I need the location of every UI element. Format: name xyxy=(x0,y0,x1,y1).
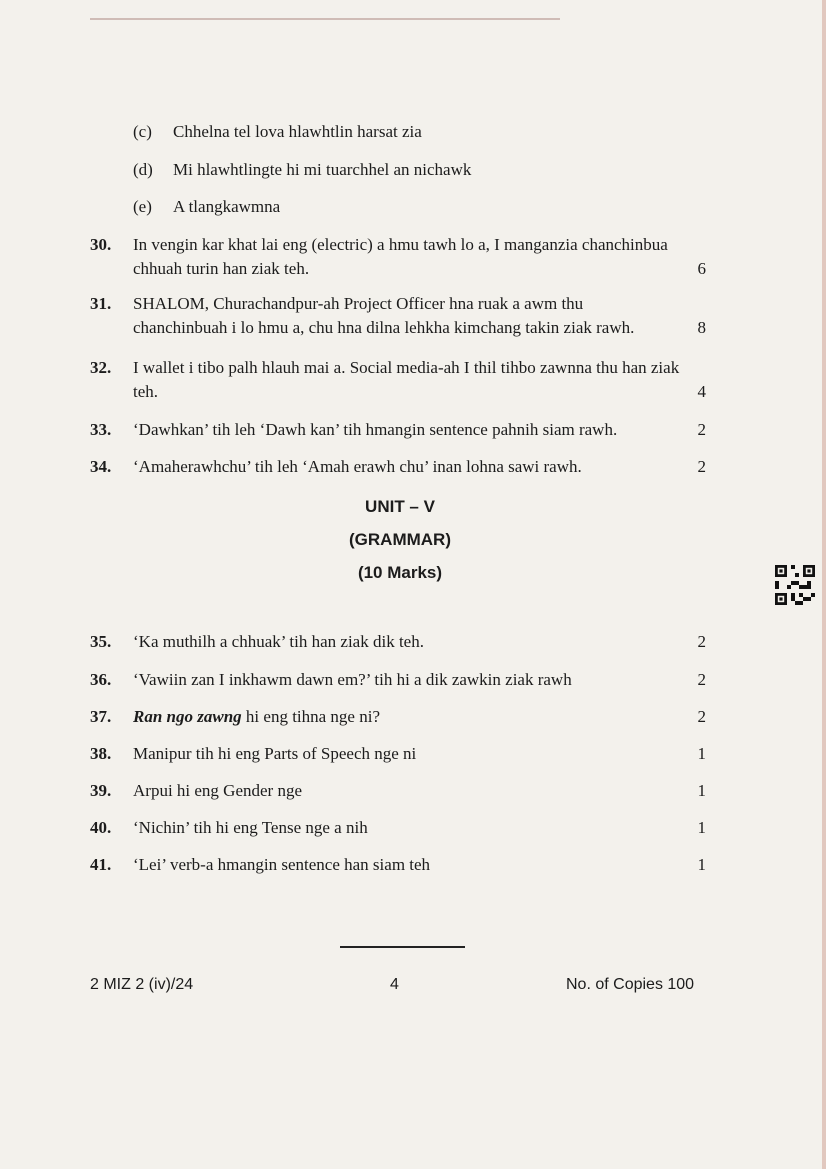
question-marks: 1 xyxy=(697,818,706,837)
question-number: 39. xyxy=(90,781,112,800)
question-marks: 2 xyxy=(697,457,706,476)
question-text: ‘Ka muthilh a chhuak’ tih han ziak dik teh. xyxy=(133,632,424,651)
question-text: ‘Amaherawhchu’ tih leh ‘Amah erawh chu’ inan lohna sawi rawh. xyxy=(133,457,582,476)
question-item xyxy=(90,455,710,479)
question-number: 31. xyxy=(90,294,112,313)
question-text: SHALOM, Churachandpur-ah Project Officer hna ruak a awm thu chanchinbuah i lo hmu a, chu hna dilna lehkha kimchang takin ziak rawh. xyxy=(133,294,635,337)
question-item xyxy=(90,853,710,877)
question-number: 41. xyxy=(90,855,112,874)
question-marks: 2 xyxy=(697,632,706,651)
question-item xyxy=(90,292,710,340)
option-text: Mi hlawhtlingte hi mi tuarchhel an nichawk xyxy=(173,160,472,179)
question-number: 40. xyxy=(90,818,112,837)
question-marks: 4 xyxy=(697,382,706,401)
question-marks: 2 xyxy=(697,707,706,726)
option-item xyxy=(133,160,471,180)
option-label: (e) xyxy=(133,197,152,216)
option-text: A tlangkawmna xyxy=(173,197,281,216)
question-marks: 1 xyxy=(697,781,706,800)
question-text: ‘Nichin’ tih hi eng Tense nge a nih xyxy=(133,818,368,837)
question-item xyxy=(90,816,710,840)
question-marks: 6 xyxy=(697,259,706,278)
question-text: ‘Vawiin zan I inkhawm dawn em?’ tih hi a dik zawkin ziak rawh xyxy=(133,670,572,689)
end-rule xyxy=(340,946,465,948)
option-label: (d) xyxy=(133,160,153,179)
question-marks: 1 xyxy=(697,855,706,874)
qr-code-icon xyxy=(775,565,815,605)
question-number: 37. xyxy=(90,707,112,726)
question-item xyxy=(90,742,710,766)
question-text: Manipur tih hi eng Parts of Speech nge ni xyxy=(133,744,417,763)
question-text-emphasis: Ran ngo zawng xyxy=(133,707,242,726)
question-item xyxy=(90,779,710,803)
page-edge-top xyxy=(90,18,560,20)
unit-subtitle: (GRAMMAR) xyxy=(349,530,451,549)
option-item xyxy=(133,122,422,142)
question-marks: 2 xyxy=(697,670,706,689)
option-text: Chhelna tel lova hlawhtlin harsat zia xyxy=(173,122,422,141)
question-item xyxy=(90,705,710,729)
question-text: I wallet i tibo palh hlauh mai a. Social media-ah I thil tihbo zawnna thu han ziak teh. xyxy=(133,358,680,401)
copies-count: No. of Copies 100 xyxy=(566,976,695,993)
question-item xyxy=(90,418,710,442)
question-text: ‘Dawhkan’ tih leh ‘Dawh kan’ tih hmangin sentence pahnih siam rawh. xyxy=(133,420,618,439)
question-text: In vengin kar khat lai eng (electric) a hmu tawh lo a, I manganzia chanchinbua chhuah turin han ziak teh. xyxy=(133,235,668,278)
question-number: 33. xyxy=(90,420,112,439)
question-item xyxy=(90,233,710,281)
question-number: 34. xyxy=(90,457,112,476)
question-number: 30. xyxy=(90,235,112,254)
option-item xyxy=(133,197,280,217)
page-edge-right xyxy=(822,0,826,1169)
question-text: hi eng tihna nge ni? xyxy=(241,707,380,726)
question-text: ‘Lei’ verb-a hmangin sentence han siam teh xyxy=(133,855,431,874)
question-number: 32. xyxy=(90,358,112,377)
question-text: Arpui hi eng Gender nge xyxy=(133,781,303,800)
question-item xyxy=(90,356,710,404)
question-item xyxy=(90,668,710,692)
unit-marks: (10 Marks) xyxy=(357,563,443,582)
option-label: (c) xyxy=(133,122,152,141)
question-item xyxy=(90,630,710,654)
page-number: 4 xyxy=(390,976,399,993)
unit-title: UNIT – V xyxy=(365,497,435,516)
paper-code: 2 MIZ 2 (iv)/24 xyxy=(90,976,194,993)
question-marks: 2 xyxy=(697,420,706,439)
question-marks: 1 xyxy=(697,744,706,763)
question-marks: 8 xyxy=(697,318,706,337)
question-text-wrapper xyxy=(133,705,710,729)
question-number: 38. xyxy=(90,744,112,763)
question-number: 36. xyxy=(90,670,112,689)
question-number: 35. xyxy=(90,632,112,651)
